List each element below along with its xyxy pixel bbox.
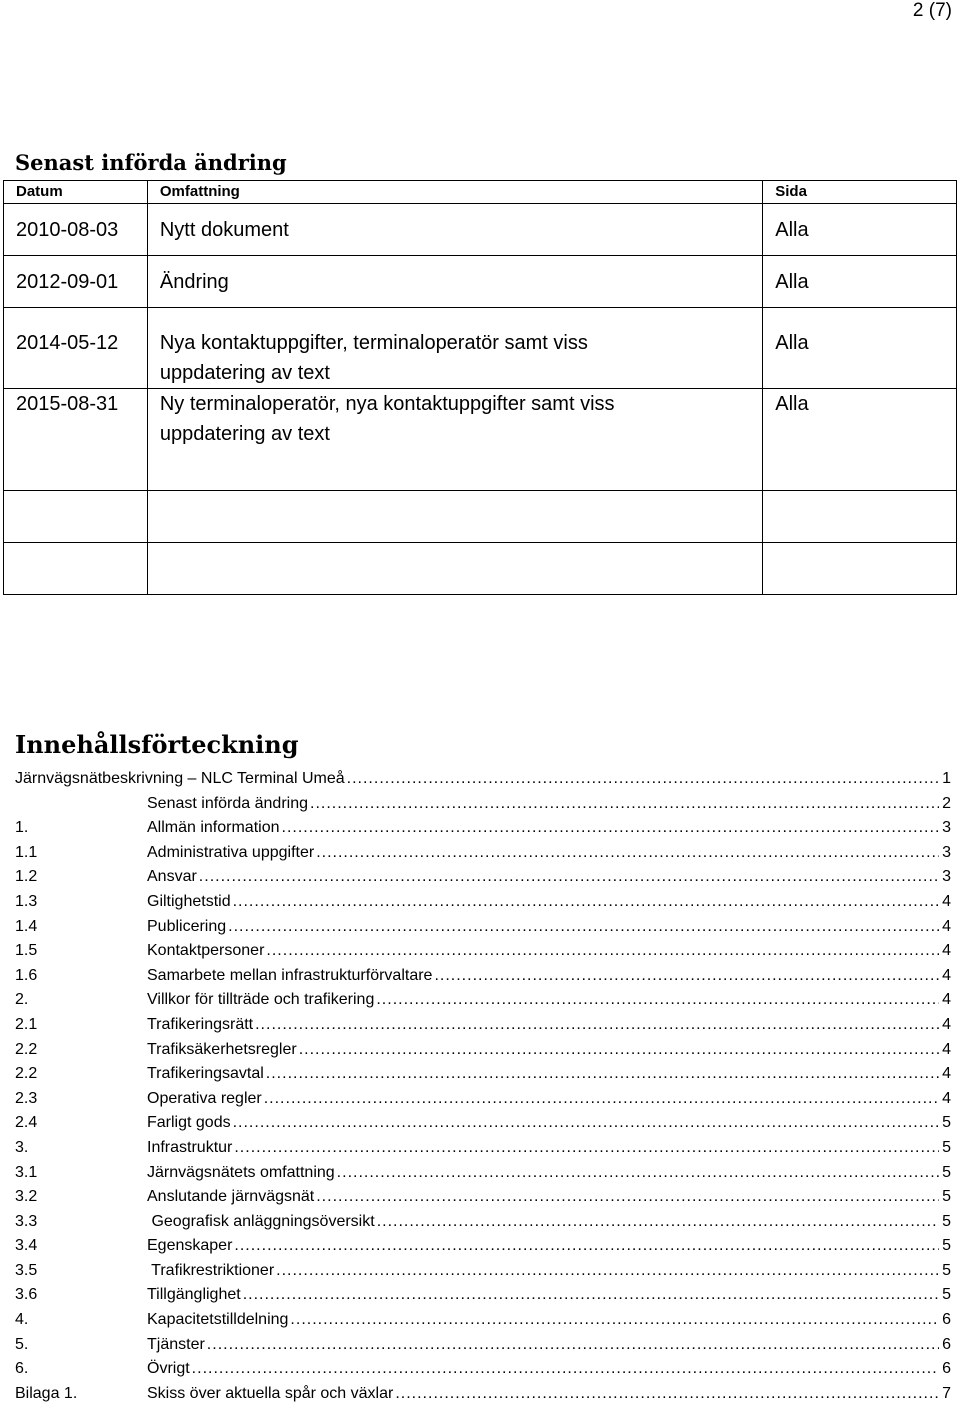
- toc-dot-leader: [199, 865, 939, 890]
- toc-entry-page: 5: [942, 1237, 951, 1255]
- toc-entry-page: 6: [942, 1335, 951, 1353]
- toc-entry-number: 3.3: [15, 1212, 38, 1230]
- toc-entry-title: Geografisk anläggningsöversikt: [147, 1212, 375, 1230]
- toc-entry-title: Villkor för tillträde och trafikering: [147, 991, 375, 1009]
- toc-entry-number: 1.3: [15, 892, 38, 910]
- toc-entry-page: 4: [942, 1040, 951, 1058]
- toc-dot-leader: [233, 1111, 940, 1136]
- toc-entry-title: Järnvägsnätets omfattning: [147, 1163, 335, 1181]
- toc-entry[interactable]: [15, 988, 951, 1013]
- table-cell-scope: Nya kontaktuppgifter, terminaloperatör samt viss uppdatering av text: [147, 308, 762, 389]
- toc-entry-number: 1.6: [15, 966, 38, 984]
- toc-entry[interactable]: [15, 1382, 951, 1407]
- toc-dot-leader: [255, 1013, 939, 1038]
- toc-entry-title: Kapacitetstilldelning: [147, 1311, 289, 1329]
- toc-entry-number: 4.: [15, 1311, 29, 1329]
- toc-entry[interactable]: [15, 915, 951, 940]
- toc-dot-leader: [266, 939, 939, 964]
- toc-dot-leader: [264, 1087, 939, 1112]
- toc-entry[interactable]: [15, 1357, 951, 1382]
- toc-dot-leader: [243, 1283, 939, 1308]
- table-cell-scope: Nytt dokument: [147, 204, 762, 256]
- toc-dot-leader: [207, 1333, 939, 1358]
- toc-entry-title: Egenskaper: [147, 1237, 233, 1255]
- table-cell-empty: [147, 543, 762, 595]
- toc-entry-number: 2.1: [15, 1015, 38, 1033]
- table-cell-date: 2012-09-01: [4, 256, 148, 308]
- table-row: [4, 389, 957, 491]
- toc-entry-page: 4: [942, 942, 951, 960]
- toc-entry-number: 3.: [15, 1138, 29, 1156]
- toc-entry-number: 1.4: [15, 917, 38, 935]
- table-row: [4, 204, 957, 256]
- column-header-page: Sida: [763, 181, 957, 204]
- table-cell-empty: [147, 491, 762, 543]
- column-header-date: Datum: [4, 181, 148, 204]
- toc-entry-page: 5: [942, 1188, 951, 1206]
- changes-heading: Senast införda ändring: [15, 150, 287, 175]
- toc-dot-leader: [347, 767, 939, 792]
- toc-entry[interactable]: [15, 1210, 951, 1235]
- toc-dot-leader: [376, 988, 939, 1013]
- toc-entry-page: 4: [942, 1015, 951, 1033]
- toc-dot-leader: [310, 792, 939, 817]
- toc-entry-number: 5.: [15, 1335, 29, 1353]
- toc-entry-number: 3.1: [15, 1163, 38, 1181]
- toc-entry[interactable]: [15, 1111, 951, 1136]
- toc-entry-number: 3.4: [15, 1237, 38, 1255]
- toc-entry-title: Trafiksäkerhetsregler: [147, 1040, 297, 1058]
- toc-entry-title: Tjänster: [147, 1335, 205, 1353]
- toc-entry-page: 4: [942, 1089, 951, 1107]
- toc-entry-page: 6: [942, 1311, 951, 1329]
- toc-entry-title: Giltighetstid: [147, 892, 231, 910]
- toc-entry[interactable]: [15, 1333, 951, 1358]
- toc-entry-title: Ansvar: [147, 868, 197, 886]
- table-cell-scope: Ny terminaloperatör, nya kontaktuppgifter samt viss uppdatering av text: [147, 389, 762, 491]
- toc-entry-page: 6: [942, 1360, 951, 1378]
- toc-entry-title: Tillgänglighet: [147, 1286, 241, 1304]
- toc-entry-title: Infrastruktur: [147, 1138, 233, 1156]
- table-row-empty: [4, 543, 957, 595]
- toc-entry[interactable]: [15, 1038, 951, 1063]
- toc-entry-page: 3: [942, 819, 951, 837]
- toc-dot-leader: [316, 841, 939, 866]
- toc-entry[interactable]: [15, 1087, 951, 1112]
- toc-entry-title: Övrigt: [147, 1360, 190, 1378]
- toc-entry-title: Kontaktpersoner: [147, 942, 265, 960]
- toc-entry-page: 4: [942, 966, 951, 984]
- toc-entry-number: 2.: [15, 991, 29, 1009]
- toc-entry-page: 5: [942, 1114, 951, 1132]
- toc-dot-leader: [192, 1357, 939, 1382]
- table-cell-empty: [763, 543, 957, 595]
- table-cell-empty: [4, 543, 148, 595]
- toc-entry-number: 6.: [15, 1360, 29, 1378]
- toc-entry-number: 3.2: [15, 1188, 38, 1206]
- toc-entry[interactable]: [15, 1308, 951, 1333]
- toc-dot-leader: [234, 1136, 939, 1161]
- toc-entry-page: 3: [942, 868, 951, 886]
- toc-entry-number: 1.2: [15, 868, 38, 886]
- toc-entry-number: 3.6: [15, 1286, 38, 1304]
- toc-entry[interactable]: [15, 792, 951, 817]
- toc-entry[interactable]: [15, 841, 951, 866]
- toc-entry-page: 5: [942, 1138, 951, 1156]
- toc-entry-title: Trafikeringsavtal: [147, 1065, 264, 1083]
- toc-entry[interactable]: [15, 1259, 951, 1284]
- table-row: [4, 256, 957, 308]
- table-row: [4, 308, 957, 389]
- toc-dot-leader: [234, 1234, 939, 1259]
- toc-dot-leader: [228, 915, 939, 940]
- toc-entry-title: Administrativa uppgifter: [147, 843, 315, 861]
- toc-entry[interactable]: [15, 767, 951, 792]
- toc-entry[interactable]: [15, 1185, 951, 1210]
- toc-entry-title: Skiss över aktuella spår och växlar: [147, 1384, 394, 1402]
- toc-entry-number: 2.3: [15, 1089, 38, 1107]
- toc-dot-leader: [282, 816, 940, 841]
- toc-entry-page: 5: [942, 1163, 951, 1181]
- toc-entry-number: 1.5: [15, 942, 38, 960]
- table-row-empty: [4, 491, 957, 543]
- toc-entry[interactable]: [15, 1013, 951, 1038]
- toc-entry-number: 1.1: [15, 843, 38, 861]
- page-number: 2 (7): [912, 0, 952, 21]
- toc-dot-leader: [377, 1210, 939, 1235]
- toc-entry[interactable]: [15, 1062, 951, 1087]
- toc-entry-title: Järnvägsnätbeskrivning – NLC Terminal Umeå: [15, 770, 345, 787]
- toc-dot-leader: [316, 1185, 939, 1210]
- toc-entry-page: 2: [942, 794, 951, 812]
- toc-dot-leader: [233, 890, 940, 915]
- changes-table: [3, 180, 957, 595]
- column-header-scope: Omfattning: [147, 181, 762, 204]
- toc-entry-page: 4: [942, 991, 951, 1009]
- table-cell-empty: [763, 491, 957, 543]
- toc-entry-number: 2.2: [15, 1040, 38, 1058]
- table-cell-date: 2010-08-03: [4, 204, 148, 256]
- toc-entry-page: 4: [942, 917, 951, 935]
- toc-entry-page: 4: [942, 892, 951, 910]
- toc-entry[interactable]: [15, 1234, 951, 1259]
- toc-entry-page: 4: [942, 1065, 951, 1083]
- toc-entry-page: 5: [942, 1286, 951, 1304]
- toc-entry[interactable]: [15, 890, 951, 915]
- toc-dot-leader: [337, 1161, 939, 1186]
- table-cell-page: Alla: [763, 308, 957, 389]
- toc-entry-title: Allmän information: [147, 819, 280, 837]
- toc-entry[interactable]: [15, 1161, 951, 1186]
- toc-entry[interactable]: [15, 939, 951, 964]
- toc-entry-title: Anslutande järnvägsnät: [147, 1188, 315, 1206]
- toc-entry[interactable]: [15, 1136, 951, 1161]
- toc-entry[interactable]: [15, 816, 951, 841]
- toc-entry-number: 1.: [15, 819, 29, 837]
- table-of-contents: [15, 767, 951, 1406]
- toc-entry-page: 5: [942, 1261, 951, 1279]
- table-cell-page: Alla: [763, 204, 957, 256]
- table-cell-date: 2014-05-12: [4, 308, 148, 389]
- table-cell-page: Alla: [763, 256, 957, 308]
- toc-entry-title: Samarbete mellan infrastrukturförvaltare: [147, 966, 433, 984]
- toc-entry-title: Trafikrestriktioner: [147, 1261, 275, 1279]
- table-cell-page: Alla: [763, 389, 957, 491]
- toc-entry-page: 5: [942, 1212, 951, 1230]
- toc-entry-number: 2.2: [15, 1065, 38, 1083]
- table-cell-date: 2015-08-31: [4, 389, 148, 491]
- table-header-row: [4, 181, 957, 204]
- toc-entry-page: 1: [942, 770, 951, 787]
- toc-entry-number: 3.5: [15, 1261, 38, 1279]
- toc-entry-number: Bilaga 1.: [15, 1384, 78, 1402]
- toc-dot-leader: [299, 1038, 939, 1063]
- toc-entry-title: Operativa regler: [147, 1089, 262, 1107]
- table-cell-scope: Ändring: [147, 256, 762, 308]
- toc-entry[interactable]: [15, 964, 951, 989]
- toc-entry-number: 2.4: [15, 1114, 38, 1132]
- toc-dot-leader: [266, 1062, 939, 1087]
- toc-entry-title: Trafikeringsrätt: [147, 1015, 254, 1033]
- toc-dot-leader: [276, 1259, 939, 1284]
- toc-dot-leader: [290, 1308, 939, 1333]
- toc-entry-title: Farligt gods: [147, 1114, 231, 1132]
- toc-entry-title: Publicering: [147, 917, 227, 935]
- toc-dot-leader: [434, 964, 939, 989]
- toc-entry-page: 7: [942, 1384, 951, 1402]
- toc-entry-page: 3: [942, 843, 951, 861]
- toc-entry[interactable]: [15, 865, 951, 890]
- toc-entry-title: Senast införda ändring: [147, 794, 308, 812]
- table-cell-empty: [4, 491, 148, 543]
- toc-entry[interactable]: [15, 1283, 951, 1308]
- toc-heading: Innehållsförteckning: [15, 730, 299, 759]
- toc-dot-leader: [395, 1382, 939, 1407]
